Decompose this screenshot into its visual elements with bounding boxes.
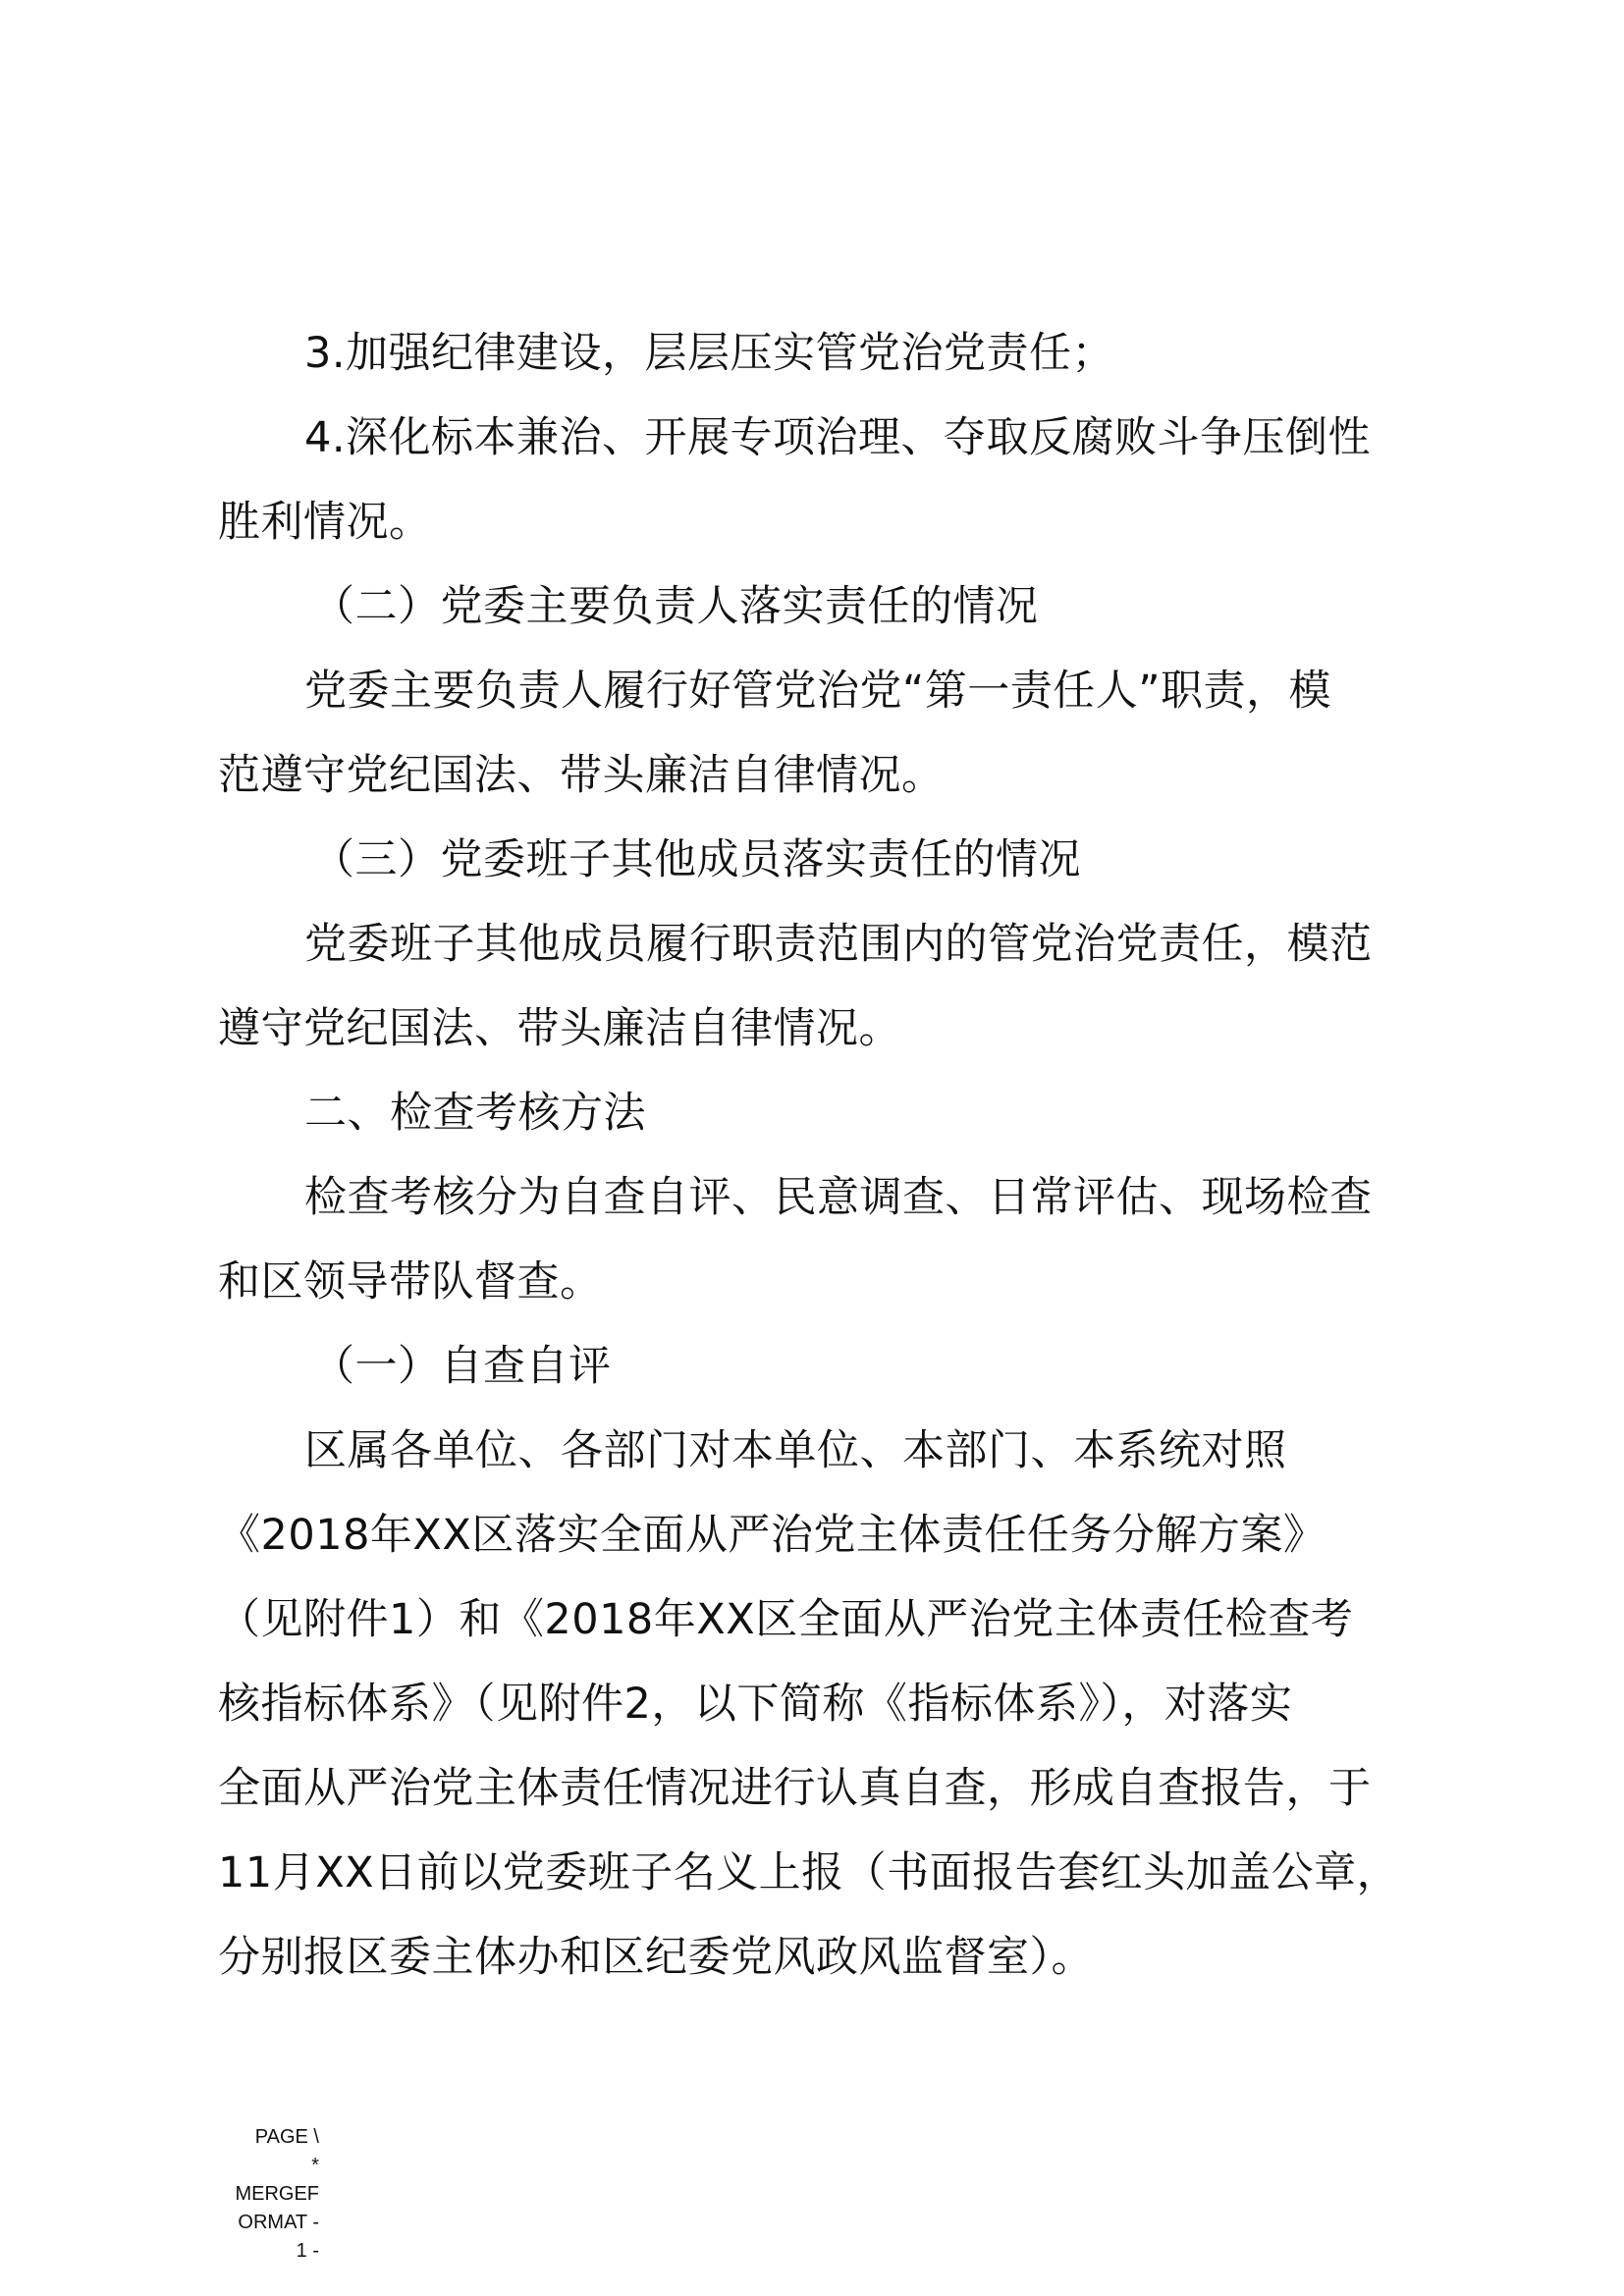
- text-line: 区属各单位、各部门对本单位、本部门、本系统对照: [304, 1426, 1287, 1475]
- text-line: 11月XX日前以党委班子名义上报（书面报告套红头加盖公章，: [218, 1848, 1400, 1897]
- page-number-field: [206, 2123, 319, 2266]
- text-line: 遵守党纪国法、带头廉洁自律情况。: [218, 1004, 901, 1053]
- text-line: 党委主要负责人履行好管党治党“第一责任人”职责，模: [304, 667, 1332, 716]
- text-line: 核指标体系》（见附件2，以下简称《指标体系》），对落实: [218, 1680, 1293, 1729]
- section-heading: （二）党委主要负责人落实责任的情况: [312, 582, 1039, 631]
- section-heading: （三）党委班子其他成员落实责任的情况: [312, 835, 1081, 884]
- page-field-line: PAGE \: [254, 2126, 319, 2148]
- text-line: 分别报区委主体办和区纪委党风政风监督室）。: [218, 1933, 1094, 1982]
- text-line: 3.加强纪律建设，层层压实管党治党责任；: [304, 329, 1115, 378]
- text-line: 4.深化标本兼治、开展专项治理、夺取反腐败斗争压倒性: [304, 413, 1372, 462]
- page-field-line: 1 -: [296, 2240, 319, 2262]
- page-field-line: MERGEF: [235, 2183, 319, 2205]
- text-line: 范遵守党纪国法、带头廉洁自律情况。: [218, 751, 945, 800]
- section-heading: （一）自查自评: [312, 1342, 612, 1391]
- text-line: 党委班子其他成员履行职责范围内的管党治党责任，模范: [304, 920, 1373, 969]
- section-heading: 二、检查考核方法: [304, 1089, 646, 1138]
- text-line: 全面从严治党主体责任情况进行认真自查，形成自查报告，于: [218, 1764, 1372, 1813]
- text-line: 和区领导带队督查。: [218, 1257, 603, 1307]
- page-field-line: *: [311, 2155, 319, 2176]
- page-field-line: ORMAT -: [238, 2212, 319, 2233]
- text-line: 《2018年XX区落实全面从严治党主体责任任务分解方案》: [218, 1511, 1326, 1560]
- text-line: （见附件1）和《2018年XX区全面从严治党主体责任检查考: [218, 1595, 1354, 1644]
- text-line: 胜利情况。: [218, 498, 432, 547]
- text-line: 检查考核分为自查自评、民意调查、日常评估、现场检查: [304, 1173, 1373, 1222]
